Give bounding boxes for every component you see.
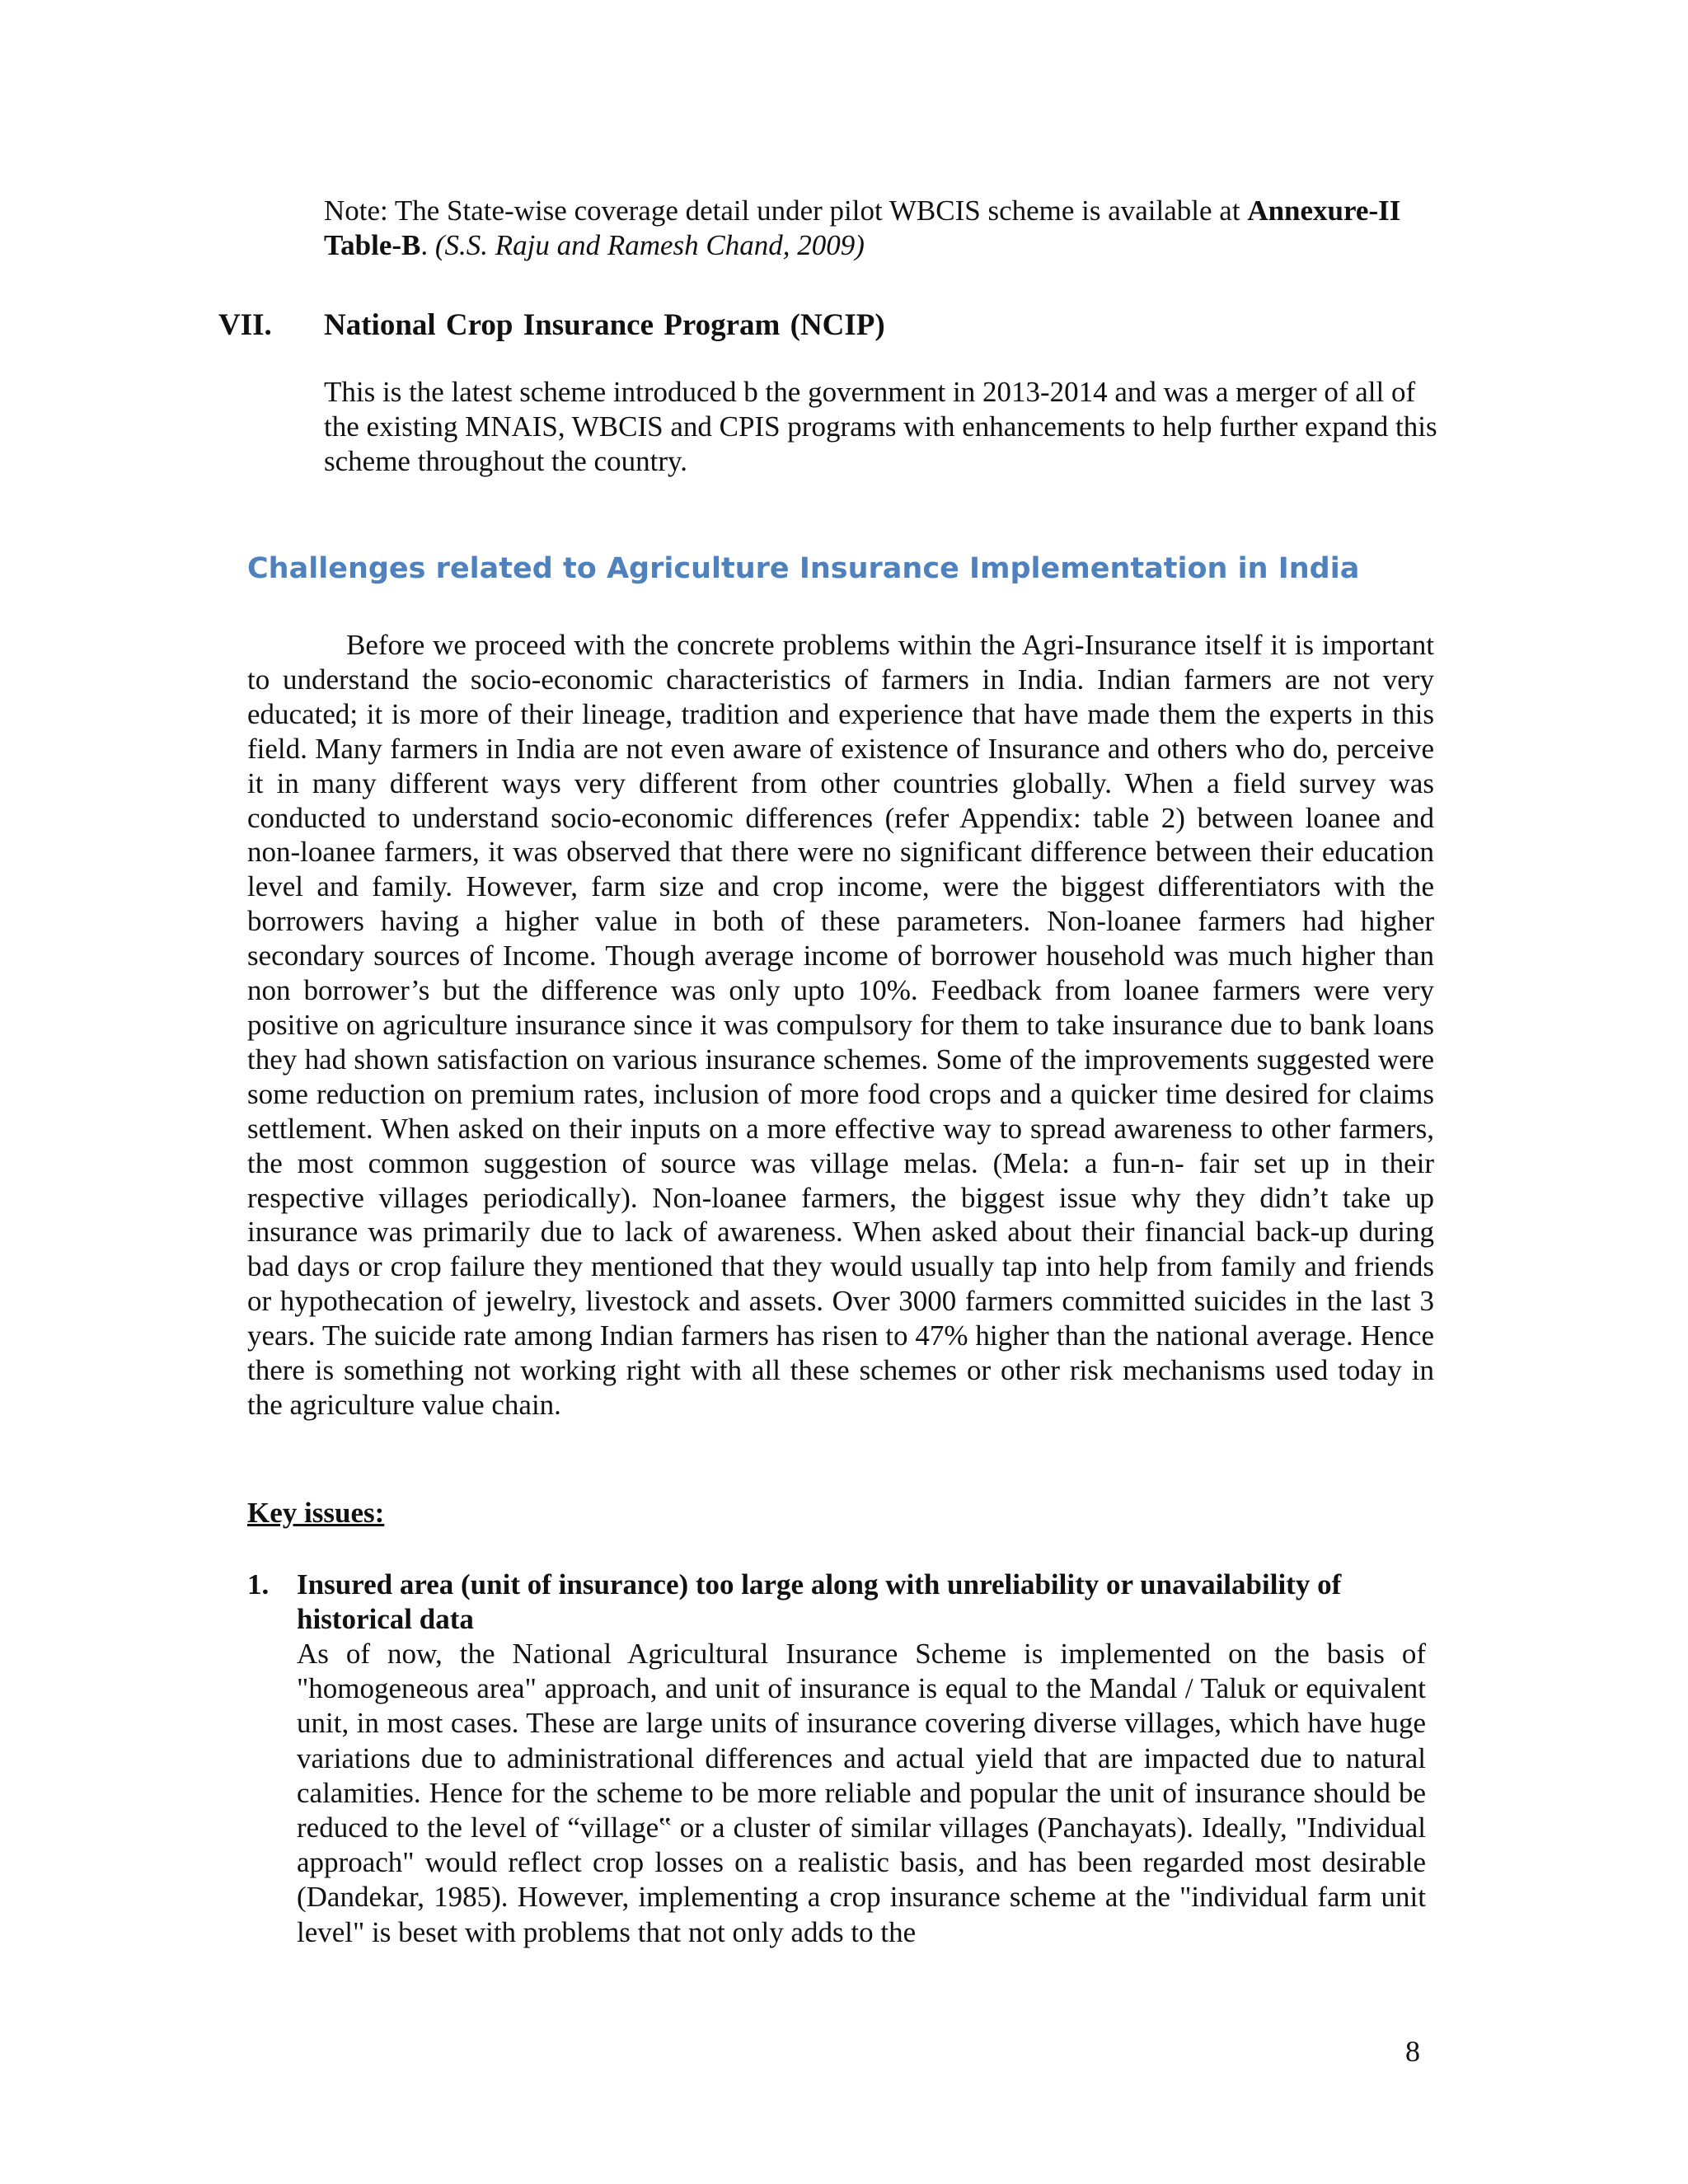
key-issues-label: Key issues: (247, 1497, 385, 1529)
challenges-heading: Challenges related to Agriculture Insurance Implementation in India (247, 552, 1360, 585)
main-paragraph: Before we proceed with the concrete problems within the Agri-Insurance itself it is important to understand the socio-economic characteristics of farmers in India. Indian farmers are not very educated; it is more of their lineage, tradition and experience that have made them the experts in this field. Many farmers in India are not even aware of existence of Insurance and others who do, perceive it in many different ways very different from other countries globally. When a field survey was conducted to understand socio-economic differences (refer Appendix: table 2) between loanee and non-loanee farmers, it was observed that there were no significant difference between their education level and family. However, farm size and crop income, were the biggest differentiators with the borrowers having a higher value in both of these parameters. Non-loanee farmers had higher secondary sources of Income. Though average income of borrower household was much higher than non borrower’s but the difference was only upto 10%. Feedback from loanee farmers were very positive on agriculture insurance since it was compulsory for them to take insurance due to bank loans they had shown satisfaction on various insurance schemes. Some of the improvements suggested were some reduction on premium rates, inclusion of more food crops and a quicker time desired for claims settlement. When asked on their inputs on a more effective way to spread awareness to other farmers, the most common suggestion of source was village melas. (Mela: a fun-n- fair set up in their respective villages periodically). Non-loanee farmers, the biggest issue why they didn’t take up insurance was primarily due to lack of awareness. When asked about their financial back-up during bad days or crop failure they mentioned that they would usually tap into help from family and friends or hypothecation of jewelry, livestock and assets. Over 3000 farmers committed suicides in the last 3 years. The suicide rate among Indian farmers has risen to 47% higher than the national average. Hence there is something not working right with all these schemes or other risk mechanisms used today in the agriculture value chain. (247, 629, 1434, 1421)
issue-number: 1. (247, 1568, 270, 1601)
page-number: 8 (1405, 2035, 1420, 2068)
note-text: Note: The State-wise coverage detail under pilot WBCIS scheme is available at (324, 194, 1248, 227)
issue-title: Insured area (unit of insurance) too large along with unreliability or unavailability of historical data (297, 1568, 1342, 1635)
annexure-note (324, 194, 1461, 263)
issue-body: As of now, the National Agricultural Insurance Scheme is implemented on the basis of "homogeneous area" approach, and unit of insurance is equal to the Mandal / Taluk or equivalent unit, in most cases. These are large units of insurance covering diverse villages, which have huge variations due to administrational differences and actual yield that are impacted due to natural calamities. Hence for the scheme to be more reliable and popular the unit of insurance should be reduced to the level of “village‟ or a cluster of similar villages (Panchayats). Ideally, "Individual approach" would reflect crop losses on a realistic basis, and has been regarded most desirable (Dandekar, 1985). However, implementing a crop insurance scheme at the "individual farm unit level" is beset with problems that not only adds to the (297, 1638, 1426, 1948)
annexure-reference: Annexure-II Table-B (324, 194, 1401, 261)
section-body: This is the latest scheme introduced b the government in 2013-2014 and was a merger of all of the existing MNAIS, WBCIS and CPIS programs with enhancements to help further expand this scheme throughout the country. (324, 376, 1437, 477)
note-citation: (S.S. Raju and Ramesh Chand, 2009) (434, 229, 865, 261)
section-title: National Crop Insurance Program (NCIP) (324, 308, 885, 342)
section-number: VII. (218, 308, 272, 342)
note-period: . (420, 229, 435, 261)
